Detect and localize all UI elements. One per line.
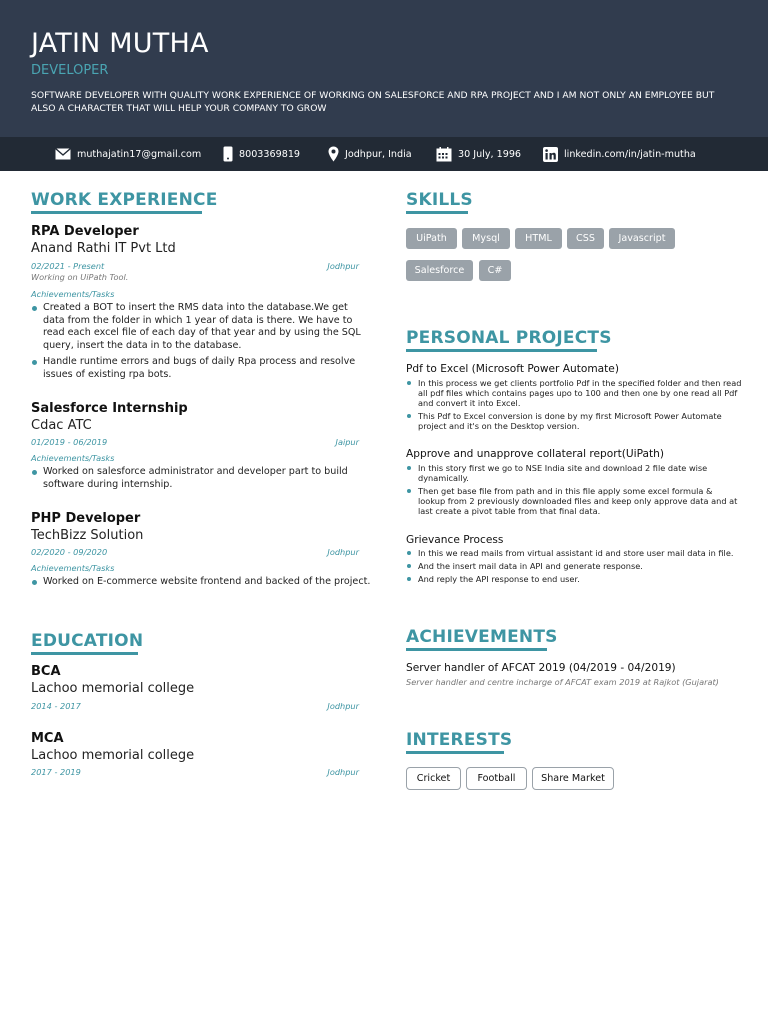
school: Lachoo memorial college <box>31 748 195 763</box>
work-experience-heading: WORK EXPERIENCE <box>31 190 218 210</box>
dob-text: 30 July, 1996 <box>458 148 522 160</box>
list-item: Created a BOT to insert the RMS data into the database.We get data from the folder in which 1 year of data is there. We have to read each excel file of each day of that year and by using the SQL query, insert the data in to the database. <box>31 302 361 352</box>
skill-tag: UiPath <box>406 228 457 249</box>
list-item: Handle runtime errors and bugs of daily Rpa process and resolve issues of existing rpa bots. <box>31 356 361 381</box>
interests-heading: INTERESTS <box>406 730 513 750</box>
summary-text: SOFTWARE DEVELOPER WITH QUALITY WORK EXPERIENCE OF WORKING ON SALESFORCE AND RPA PROJECT AND I AM NOT ONLY AN EMPLOYEE BUT ALSO A CHARACTER THAT WILL HELP YOUR COMPANY TO GROW <box>31 90 715 114</box>
edu-location: Jodhpur <box>327 701 359 711</box>
edu-location: Jodhpur <box>327 767 359 777</box>
job-title: PHP Developer <box>31 511 141 526</box>
linkedin-text: linkedin.com/in/jatin-mutha <box>564 148 696 160</box>
mail-icon <box>55 148 71 160</box>
section-divider <box>31 211 202 214</box>
achievements-label: Achievements/Tasks <box>31 563 115 573</box>
projects-heading: PERSONAL PROJECTS <box>406 328 612 348</box>
project-title: Pdf to Excel (Microsoft Power Automate) <box>406 363 619 375</box>
section-divider <box>31 652 138 655</box>
list-item: Then get base file from path and in this file apply some excel formula & lookup from 2 previously downloaded files and keep only approve data and at last create a pivot table from that final data. <box>406 486 742 516</box>
location-text: Jodhpur, India <box>345 148 412 160</box>
list-item: This Pdf to Excel conversion is done by my first Microsoft Power Automate project and it's on the Desktop version. <box>406 411 742 431</box>
section-divider <box>406 349 597 352</box>
skill-tag: Javascript <box>609 228 675 249</box>
candidate-role: DEVELOPER <box>31 63 109 78</box>
job-location: Jaipur <box>335 437 359 447</box>
interest-tag: Football <box>466 767 527 790</box>
list-item: And the insert mail data in API and generate response. <box>406 561 742 571</box>
job-bullets <box>31 302 361 386</box>
project-bullets <box>406 463 742 519</box>
skills-heading: SKILLS <box>406 190 473 210</box>
job-date: 01/2019 - 06/2019 <box>31 437 108 447</box>
degree: BCA <box>31 664 61 679</box>
contact-linkedin[interactable] <box>543 137 696 171</box>
linkedin-icon <box>543 147 558 162</box>
phone-text: 8003369819 <box>239 148 301 160</box>
skill-tag: Mysql <box>462 228 510 249</box>
location-pin-icon <box>328 146 339 162</box>
achievements-label: Achievements/Tasks <box>31 289 115 299</box>
job-bullets <box>31 466 351 495</box>
skill-tag: C# <box>479 260 511 281</box>
contact-location <box>328 137 412 171</box>
job-company: TechBizz Solution <box>31 528 144 543</box>
job-company: Anand Rathi IT Pvt Ltd <box>31 241 176 256</box>
resume-header <box>0 0 768 137</box>
job-description: Working on UiPath Tool. <box>31 272 129 282</box>
contact-bar <box>0 137 768 171</box>
edu-date: 2017 - 2019 <box>31 767 81 777</box>
list-item: In this we read mails from virtual assistant id and store user mail data in file. <box>406 548 742 558</box>
job-location: Jodhpur <box>327 547 359 557</box>
list-item: Worked on salesforce administrator and developer part to build software during internship. <box>31 466 351 491</box>
project-bullets <box>406 378 742 434</box>
job-location: Jodhpur <box>327 261 359 271</box>
list-item: In this story first we go to NSE India site and download 2 file date wise dynamically. <box>406 463 742 483</box>
achievements-heading: ACHIEVEMENTS <box>406 627 558 647</box>
contact-dob <box>436 137 521 171</box>
edu-date: 2014 - 2017 <box>31 701 81 711</box>
list-item: In this process we get clients portfolio Pdf in the specified folder and then read all pdf files which contains pages upo to 100 and then one by one read all Pdf and convert it into Excel. <box>406 378 742 408</box>
project-bullets <box>406 548 742 587</box>
calendar-icon <box>436 147 452 162</box>
job-date: 02/2020 - 09/2020 <box>31 547 108 557</box>
section-divider <box>406 648 547 651</box>
job-company: Cdac ATC <box>31 418 92 433</box>
achievements-label: Achievements/Tasks <box>31 453 115 463</box>
job-date: 02/2021 - Present <box>31 261 105 271</box>
section-divider <box>406 211 468 214</box>
school: Lachoo memorial college <box>31 681 195 696</box>
list-item: And reply the API response to end user. <box>406 574 742 584</box>
interest-tag: Share Market <box>532 767 614 790</box>
section-divider <box>406 751 504 754</box>
contact-email[interactable] <box>55 137 201 171</box>
list-item: Worked on E-commerce website frontend and backed of the project. <box>31 576 371 589</box>
achievement-description: Server handler and centre incharge of AFCAT exam 2019 at Rajkot (Gujarat) <box>406 677 719 687</box>
project-title: Grievance Process <box>406 534 504 546</box>
skill-tag: Salesforce <box>406 260 473 281</box>
interest-tag: Cricket <box>406 767 461 790</box>
candidate-name: JATIN MUTHA <box>31 28 209 59</box>
email-text: muthajatin17@gmail.com <box>77 148 202 160</box>
job-title: Salesforce Internship <box>31 401 188 416</box>
achievement-title: Server handler of AFCAT 2019 (04/2019 - 04/2019) <box>406 662 676 674</box>
job-bullets <box>31 576 371 593</box>
skill-tag: HTML <box>515 228 562 249</box>
job-title: RPA Developer <box>31 224 139 239</box>
degree: MCA <box>31 731 64 746</box>
skill-tag: CSS <box>567 228 604 249</box>
project-title: Approve and unapprove collateral report(UiPath) <box>406 448 664 460</box>
contact-phone[interactable] <box>223 137 300 171</box>
phone-icon <box>223 146 233 162</box>
education-heading: EDUCATION <box>31 631 144 651</box>
